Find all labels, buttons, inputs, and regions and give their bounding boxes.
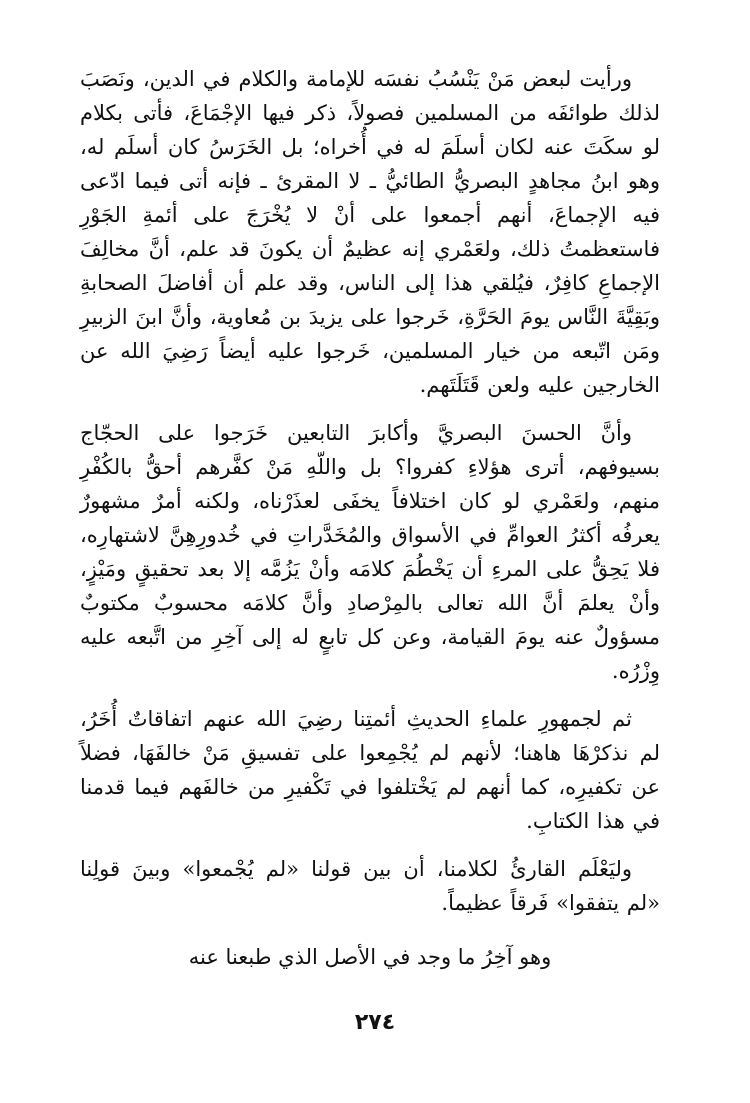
closing-line: وهو آخِرُ ما وجد في الأصل الذي طبعنا عنه bbox=[188, 945, 552, 969]
paragraph-4: وليَعْلَم القارئُ لكلامنا، أن بين قولنا «لم يُجْمعوا» وبينَ قولِنا «لم يتفقوا» فَرقاً عظيماً. bbox=[80, 857, 660, 915]
paragraph-1: ورأيت لبعض مَنْ يَنْسُبُ نفسَه للإمامة والكلام في الدين، ونَصَبَ لذلك طوائفَه من المسلمين فصولاً، ذكر فيها الإجْمَاعَ، فأتى بكلام لو سكَتَ عنه لكان أسلَمَ له في أُخراه؛ بل الخَرَسُ كان أسلَم له، وهو ابنُ مجاهدٍ البصريُّ الطائيُّ ـ لا المقرئ ـ فإنه أتى فيما ادّعى فيه الإجماعَ، أنهم أجمعوا على أنْ لا يُخْرَجَ على أئمةِ الجَوْرِ فاستعظمتُ ذلك، ولعَمْري إنه عظيمٌ أن يكونَ قد علم، أنَّ مخالِفَ الإجماعِ كافِرٌ، فيُلقي هذا إلى الناس، وقد علم أن أفاضلَ الصحابةِ وبَقِيَّةَ النَّاس يومَ الحَرَّةِ، خَرجوا على يزيدَ بن مُعاوية، وأنَّ ابنَ الزبيرِ ومَن اتّبعه من خيار المسلمين، خَرجوا عليه أيضاً رَضِيَ الله عن الخارجين عليه ولعن قَتَلَتَهم. bbox=[80, 67, 660, 397]
page-body bbox=[80, 62, 660, 974]
page-number: ٢٧٤ bbox=[354, 1010, 396, 1035]
paragraph-3: ثم لجمهورِ علماءِ الحديثِ أئمتِنا رضِيَ الله عنهم اتفاقاتٌ أُخَرُ، لم نذكرْهَا هاهنا؛ لأنهم لم يُجْمِعوا على تفسيقِ مَنْ خالفَهَا، فضلاً عن تكفيرِه، كما أنهم لم يَخْتلفوا في تَكْفيرِ من خالفَهم فيما قدمنا في هذا الكتابِ. bbox=[80, 707, 660, 833]
paragraph-2: وأنَّ الحسنَ البصريَّ وأكابرَ التابعين خَرَجوا على الحجّاج بسيوفهم، أترى هؤلاءِ كفروا؟ بل واللّهِ مَنْ كفَّرهم أحقُّ بالكُفْرِ منهم، ولعَمْري لو كان اختلافاً يخفَى لعذَرْناه، ولكنه أمرٌ مشهورٌ يعرفُه أكثرُ العوامِّ في الأسواق والمُخَدَّراتِ في خُدورِهِنَّ لاشتهارِه، فلا يَحِقُّ على المرءِ أن يَخْطُمَ كلامَه وأنْ يَزُمَّه إلا بعد تحقيقٍ ومَيْزٍ، وأنْ يعلمَ أنَّ الله تعالى بالمِرْصادِ وأنَّ كلامَه محسوبٌ مكتوبٌ مسؤولٌ عنه يومَ القيامة، وعن كل تابعٍ له إلى آخِرِ من اتَّبعه عليه وِزْرُه. bbox=[80, 421, 660, 683]
